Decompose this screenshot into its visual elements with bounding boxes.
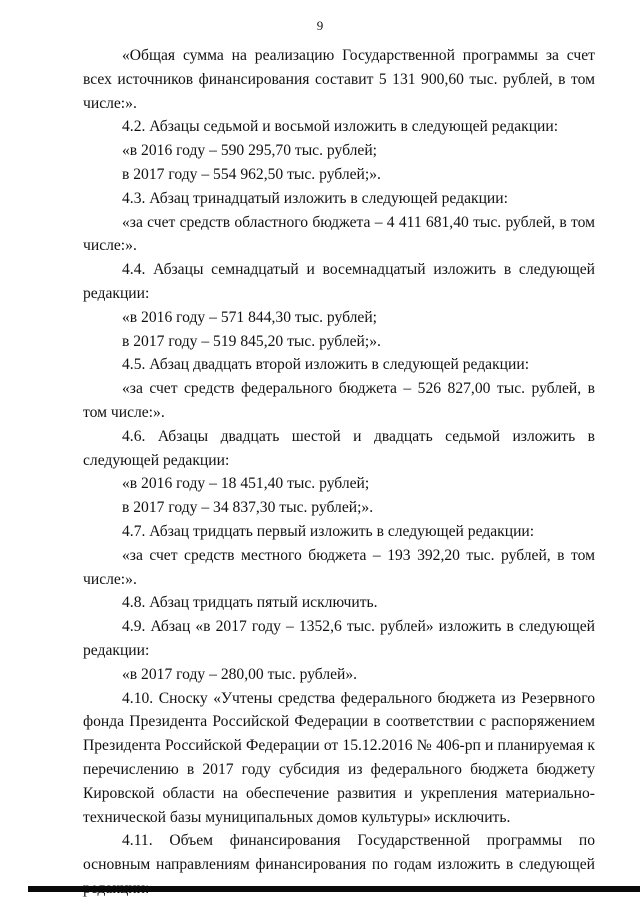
paragraph-2017-amount: в 2017 году – 554 962,50 тыс. рублей;». (122, 165, 381, 183)
paragraph-item-4-8: 4.8. Абзац тридцать пятый исключить. (122, 594, 378, 612)
paragraph-item-4-11: 4.11. Объем финансирования Государственной программы по основным направлениям финансирования по годам изложить в следующей (83, 832, 595, 874)
paragraph-regional-2017: в 2017 году – 519 845,20 тыс. рублей;». (122, 332, 381, 350)
paragraph-item-4-9: 4.9. Абзац «в 2017 году – 1352,6 тыс. рублей» изложить в следующей редакции: (83, 618, 595, 659)
paragraph-item-4-5: 4.5. Абзац двадцать второй изложить в следующей редакции: (122, 356, 530, 374)
paragraph-regional-budget: «за счет средств областного бюджета – 4 411 681,40 тыс. рублей, в том числе:». (83, 213, 595, 255)
paragraph-item-4-3: 4.3. Абзац тринадцатый изложить в следующей редакции: (122, 189, 508, 207)
paragraph-2017-new-amount: «в 2017 году – 280,00 тыс. рублей». (122, 665, 358, 683)
document-body (83, 44, 595, 901)
paragraph-regional-2016: «в 2016 году – 571 844,30 тыс. рублей; (122, 308, 378, 326)
paragraph-federal-2016: «в 2016 году – 18 451,40 тыс. рублей; (122, 475, 370, 493)
paragraph-item-4-7: 4.7. Абзац тридцать первый изложить в следующей редакции: (122, 522, 535, 540)
paragraph-local-budget: «за счет средств местного бюджета – 193 392,20 тыс. рублей, в том числе:». (83, 546, 595, 588)
paragraph-item-4-6: 4.6. Абзацы двадцать шестой и двадцать седьмой изложить в следующей редакции: (83, 427, 595, 469)
paragraph-2016-amount: «в 2016 году – 590 295,70 тыс. рублей; (122, 142, 378, 160)
paragraph-federal-budget: «за счет средств федерального бюджета – 526 827,00 тыс. рублей, в том числе:». (83, 380, 595, 421)
bottom-scan-border (28, 886, 640, 892)
paragraph-total-sum: «Общая сумма на реализацию Государственной программы за счет всех источников финансирования составит 5 131 900,60 тыс. рублей, в том числе:». (83, 47, 595, 112)
paragraph-item-4-10: 4.10. Сноску «Учтены средства федерального бюджета из Резервного фонда Президента Российской Федерации в соответствии с распоряжением Президента Российской Федерации от 15.12.2016 № 406-рп и планируемая к перечислению в 2017 году субсидия из федерального бюджета бюджету Кировской области на обеспечение развития и укрепления материально-технической базы муниципальных домов культуры» исключить. (83, 689, 595, 826)
page-number: 9 (316, 18, 324, 33)
paragraph-item-4-4: 4.4. Абзацы семнадцатый и восемнадцатый изложить в следующей редакции: (83, 261, 595, 302)
paragraph-item-4-2: 4.2. Абзацы седьмой и восьмой изложить в следующей редакции: (122, 118, 559, 136)
paragraph-federal-2017: в 2017 году – 34 837,30 тыс. рублей;». (122, 499, 374, 517)
